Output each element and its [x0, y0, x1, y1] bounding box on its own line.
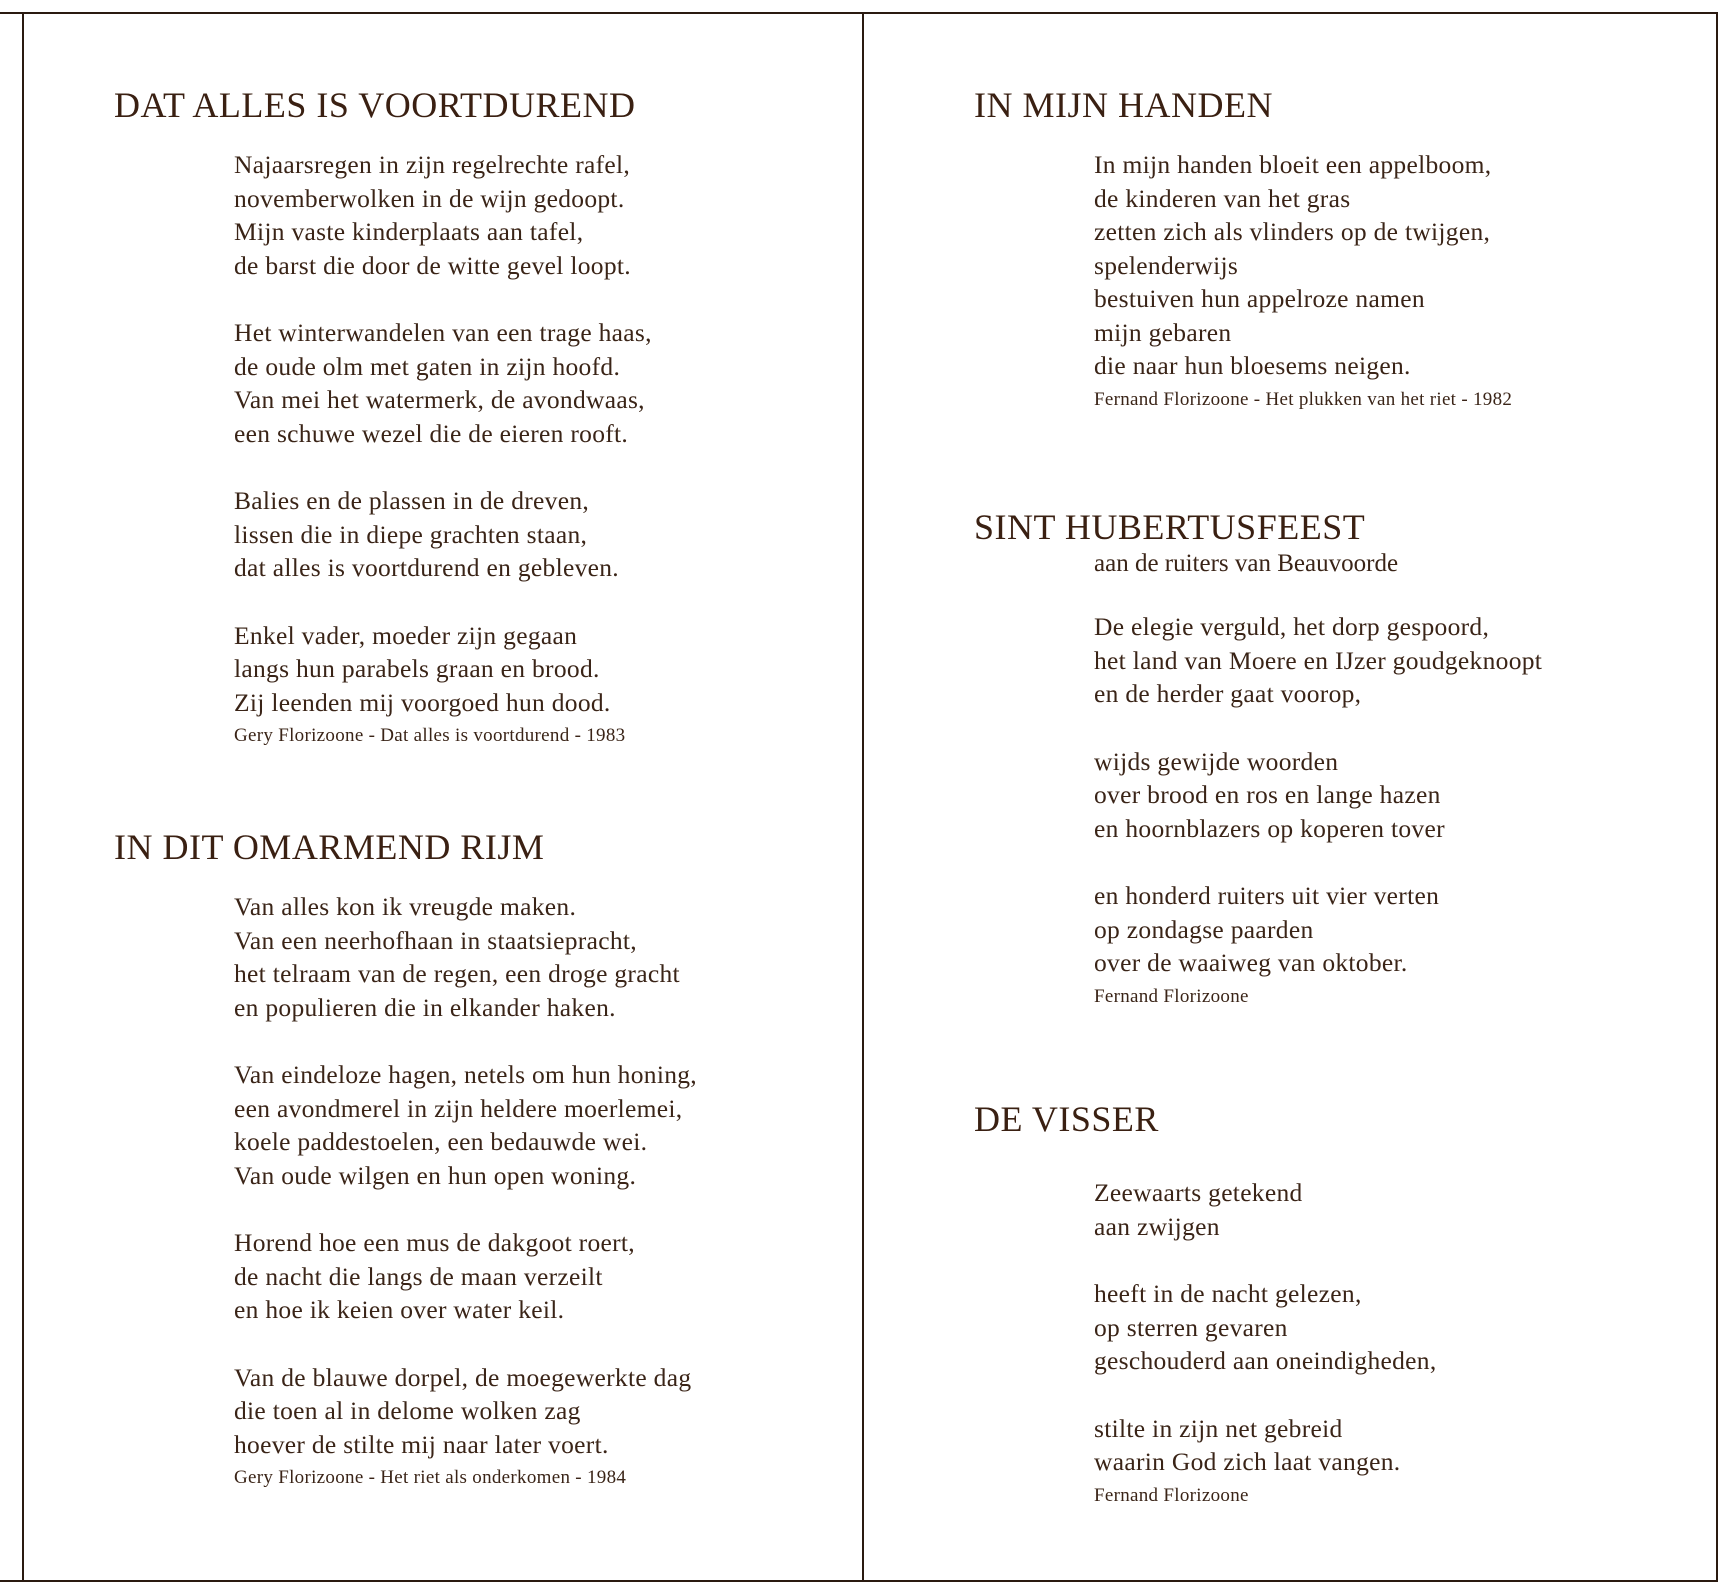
page-border-top [0, 12, 1718, 14]
verse-line: Najaarsregen in zijn regelrechte rafel, [234, 150, 631, 179]
stanza [234, 890, 834, 1024]
stanza [234, 148, 834, 282]
poem-title: IN DIT OMARMEND RIJM [114, 827, 545, 867]
verse-line: de barst die door de witte gevel loopt. [234, 250, 631, 280]
verse-line: Zeewaarts getekend [1094, 1178, 1303, 1207]
verse-line: over de waaiweg van oktober. [1094, 948, 1408, 977]
verse-line: mijn gebaren [1094, 317, 1232, 347]
verse-line: langs hun parabels graan en brood. [234, 654, 600, 683]
poem-body [234, 890, 834, 1461]
verse-line: de kinderen van het gras [1094, 183, 1351, 213]
verse-line: een avondmerel in zijn heldere moerlemei, [234, 1093, 683, 1123]
verse-line: Balies en de plassen in de dreven, [234, 486, 590, 515]
stanza [1094, 879, 1694, 980]
poem-title: SINT HUBERTUSFEEST [974, 507, 1366, 547]
stanza [234, 619, 834, 720]
stanza [1094, 1277, 1694, 1378]
verse-line: dat alles is voortdurend en gebleven. [234, 553, 619, 582]
verse-line: hoever de stilte mij naar later voert. [234, 1429, 609, 1459]
verse-line: Enkel vader, moeder zijn gegaan [234, 620, 578, 650]
verse-line: spelenderwijs [1094, 250, 1239, 280]
poem-dedication: aan de ruiters van Beauvoorde [1094, 550, 1399, 577]
stanza [234, 484, 834, 585]
verse-line: Van alles kon ik vreugde maken. [234, 892, 577, 921]
stanza [1094, 610, 1694, 711]
verse-line: Van de blauwe dorpel, de moegewerkte dag [234, 1362, 692, 1392]
poem-body [234, 148, 834, 719]
poem-dat-alles-is-voortdurend [114, 84, 834, 749]
verse-line: en honderd ruiters uit vier verten [1094, 881, 1440, 910]
verse-line: die toen al in delome wolken zag [234, 1396, 581, 1425]
verse-line: aan zwijgen [1094, 1211, 1220, 1241]
poem-in-mijn-handen [974, 84, 1694, 413]
verse-line: heeft in de nacht gelezen, [1094, 1279, 1362, 1308]
verse-line: de oude olm met gaten in zijn hoofd. [234, 351, 621, 381]
poem-title: DE VISSER [974, 1099, 1159, 1139]
verse-line: en populieren die in elkander haken. [234, 992, 616, 1022]
poem-credit: Fernand Florizoone [1094, 985, 1249, 1007]
poem-in-dit-omarmend-rijm [114, 826, 834, 1491]
stanza [234, 1226, 834, 1327]
poem-title: IN MIJN HANDEN [974, 85, 1273, 125]
poem-title: DAT ALLES IS VOORTDUREND [114, 85, 636, 125]
verse-line: en hoe ik keien over water keil. [234, 1295, 565, 1324]
poem-de-visser [974, 1098, 1694, 1509]
stanza [1094, 1176, 1694, 1243]
page-border-bottom [0, 1580, 1718, 1582]
verse-line: Zij leenden mij voorgoed hun dood. [234, 687, 611, 717]
verse-line: wijds gewijde woorden [1094, 746, 1339, 776]
verse-line: Horend hoe een mus de dakgoot roert, [234, 1228, 635, 1257]
verse-line: novemberwolken in de wijn gedoopt. [234, 183, 625, 213]
verse-line: lissen die in diepe grachten staan, [234, 519, 588, 549]
poem-credit: Fernand Florizoone - Het plukken van het riet - 1982 [1094, 388, 1513, 410]
verse-line: en de herder gaat voorop, [1094, 679, 1362, 708]
verse-line: die naar hun bloesems neigen. [1094, 351, 1411, 380]
verse-line: het telraam van de regen, een droge gracht [234, 959, 680, 988]
verse-line: bestuiven hun appelroze namen [1094, 284, 1425, 313]
verse-line: Van oude wilgen en hun open woning. [234, 1160, 637, 1190]
column-divider [862, 12, 864, 1582]
verse-line: op zondagse paarden [1094, 914, 1314, 944]
stanza [234, 1058, 834, 1192]
verse-line: zetten zich als vlinders op de twijgen, [1094, 217, 1491, 246]
poem-body [1094, 610, 1694, 980]
poem-credit: Gery Florizoone - Dat alles is voortdurend - 1983 [234, 725, 626, 746]
verse-line: en hoornblazers op koperen tover [1094, 813, 1445, 843]
verse-line: Mijn vaste kinderplaats aan tafel, [234, 217, 584, 246]
verse-line: een schuwe wezel die de eieren rooft. [234, 418, 629, 448]
stanza [234, 316, 834, 450]
poem-body [1094, 148, 1694, 383]
poem-credit: Fernand Florizoone [1094, 1484, 1249, 1506]
verse-line: op sterren gevaren [1094, 1312, 1288, 1342]
verse-line: Het winterwandelen van een trage haas, [234, 318, 652, 347]
poem-credit: Gery Florizoone - Het riet als onderkomen - 1984 [234, 1467, 627, 1488]
stanza [1094, 745, 1694, 846]
poem-body [1094, 1176, 1694, 1479]
stanza [234, 1361, 834, 1462]
stanza [1094, 1412, 1694, 1479]
poem-sint-hubertusfeest [974, 506, 1694, 1010]
verse-line: het land van Moere en IJzer goudgeknoopt [1094, 645, 1543, 675]
verse-line: Van een neerhofhaan in staatsiepracht, [234, 925, 637, 955]
verse-line: over brood en ros en lange hazen [1094, 780, 1441, 809]
verse-line: De elegie verguld, het dorp gespoord, [1094, 612, 1490, 641]
verse-line: Van mei het watermerk, de avondwaas, [234, 385, 645, 414]
verse-line: stilte in zijn net gebreid [1094, 1413, 1343, 1443]
verse-line: waarin God zich laat vangen. [1094, 1447, 1401, 1476]
verse-line: Van eindeloze hagen, netels om hun honing, [234, 1060, 697, 1089]
verse-line: koele paddestoelen, een bedauwde wei. [234, 1127, 648, 1156]
stanza [1094, 148, 1694, 383]
verse-line: In mijn handen bloeit een appelboom, [1094, 150, 1492, 179]
verse-line: de nacht die langs de maan verzeilt [234, 1261, 603, 1291]
page-border-left [22, 12, 24, 1582]
verse-line: geschouderd aan oneindigheden, [1094, 1346, 1437, 1375]
